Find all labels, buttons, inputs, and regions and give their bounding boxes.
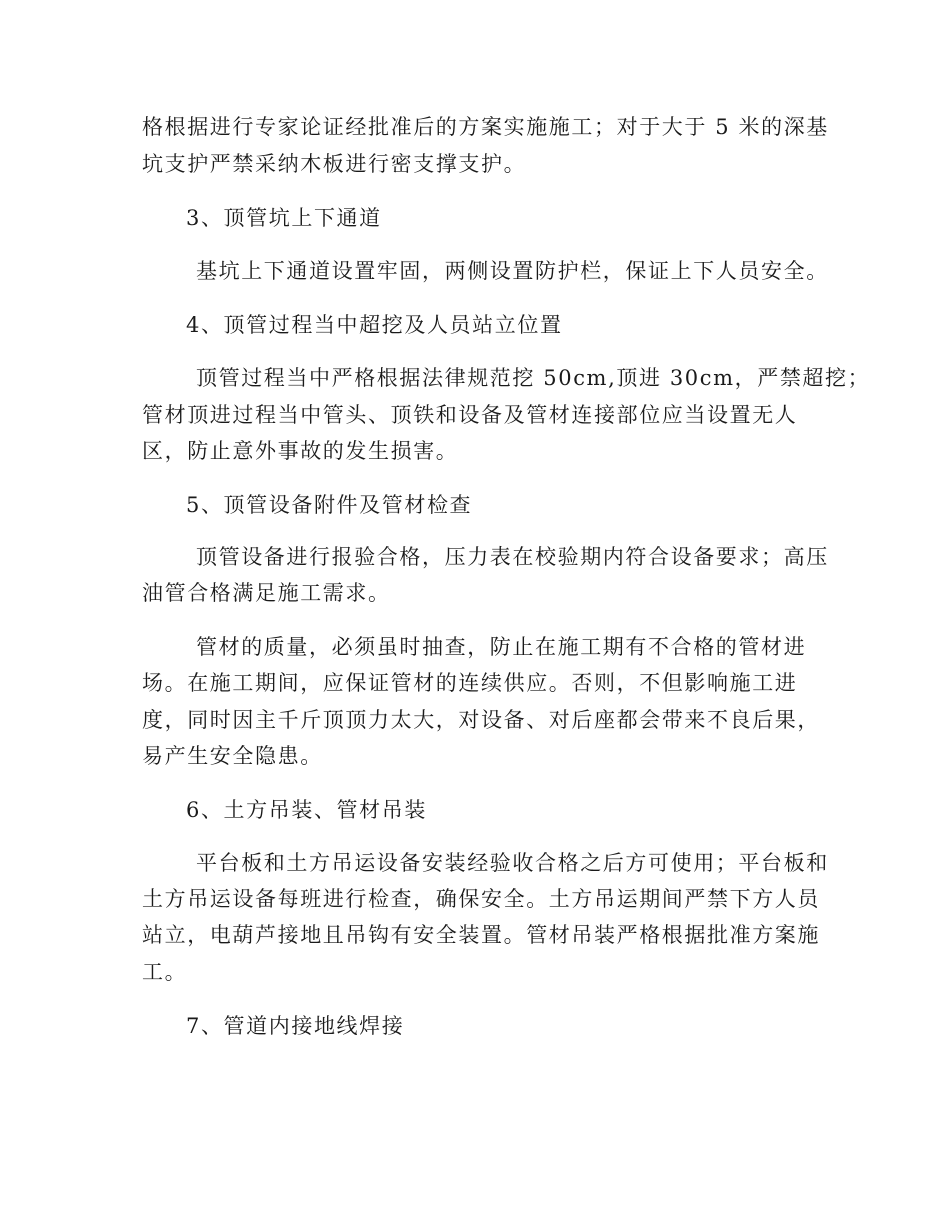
paragraph-line: 工。 xyxy=(142,960,188,984)
section-heading: 5、顶管设备附件及管材检查 xyxy=(186,493,473,517)
paragraph-line: 平台板和土方吊运设备安装经验收合格之后方可使用；平台板和 xyxy=(196,851,829,875)
paragraph-line: 土方吊运设备每班进行检查，确保安全。土方吊运期间严禁下方人员 xyxy=(142,887,820,911)
section-heading: 4、顶管过程当中超挖及人员站立位置 xyxy=(186,313,563,337)
paragraph-line: 坑支护严禁采纳木板进行密支撑支护。 xyxy=(142,152,527,176)
paragraph-line: 油管合格满足施工需求。 xyxy=(142,581,391,605)
paragraph-line: 场。在施工期间，应保证管材的连续供应。否则，不但影响施工进 xyxy=(142,671,798,695)
paragraph-line: 易产生安全隐患。 xyxy=(142,744,323,768)
paragraph-line: 基坑上下通道设置牢固，两侧设置防护栏，保证上下人员安全。 xyxy=(196,259,829,283)
paragraph-line: 管材的质量，必须虽时抽查，防止在施工期有不合格的管材进 xyxy=(196,635,807,659)
paragraph-line: 格根据进行专家论证经批准后的方案实施施工；对于大于 5 米的深基 xyxy=(142,115,829,139)
paragraph-line: 顶管过程当中严格根据法律规范挖 50cm,顶进 30cm，严禁超挖； xyxy=(196,366,871,390)
section-heading: 3、顶管坑上下通道 xyxy=(186,206,382,230)
paragraph-line: 站立，电葫芦接地且吊钩有安全装置。管材吊装严格根据批准方案施 xyxy=(142,923,820,947)
paragraph-line: 管材顶进过程当中管头、顶铁和设备及管材连接部位应当设置无人 xyxy=(142,403,798,427)
paragraph-line: 度，同时因主千斤顶顶力太大，对设备、对后座都会带来不良后果， xyxy=(142,708,820,732)
paragraph-line: 区，防止意外事故的发生损害。 xyxy=(142,439,459,463)
paragraph-line: 顶管设备进行报验合格，压力表在校验期内符合设备要求；高压 xyxy=(196,545,829,569)
section-heading: 6、土方吊装、管材吊装 xyxy=(186,798,427,822)
section-heading: 7、管道内接地线焊接 xyxy=(186,1014,405,1038)
